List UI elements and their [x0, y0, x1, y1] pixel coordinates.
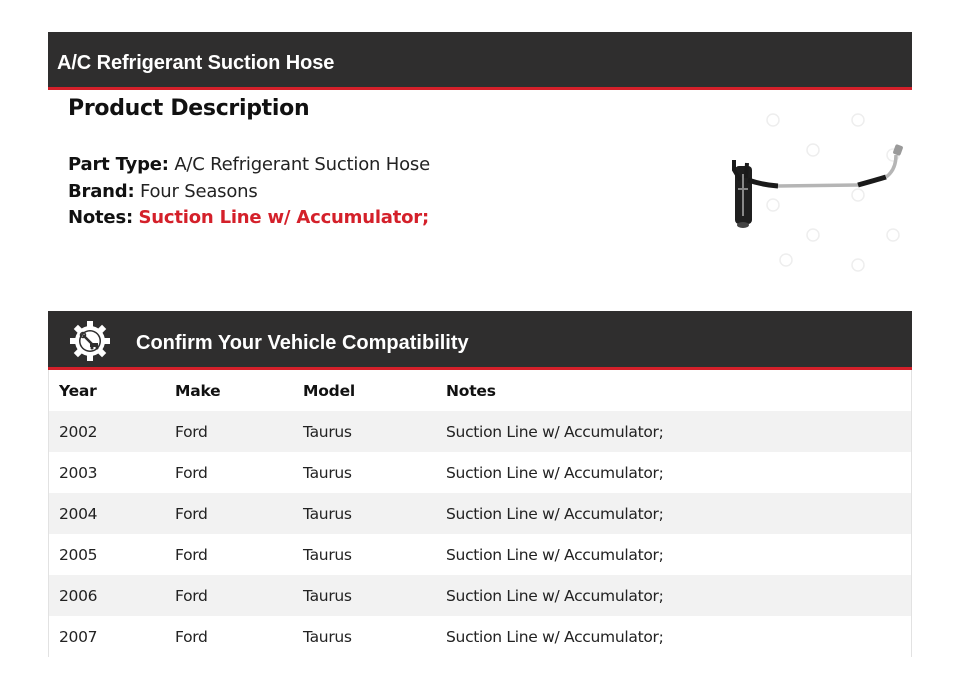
cell-year: 2007	[59, 627, 98, 646]
notes-label: Notes:	[68, 207, 133, 228]
part-type-row	[68, 152, 668, 179]
compatibility-table	[48, 370, 912, 657]
cell-notes: Suction Line w/ Accumulator;	[446, 545, 664, 564]
cell-model: Taurus	[303, 586, 352, 605]
cell-year: 2006	[59, 586, 98, 605]
notes-row	[68, 205, 668, 232]
compatibility-bar	[48, 311, 912, 370]
part-type-value: A/C Refrigerant Suction Hose	[174, 154, 430, 175]
brand-label: Brand:	[68, 180, 135, 202]
cell-model: Taurus	[303, 463, 352, 482]
cell-model: Taurus	[303, 545, 352, 564]
description-heading: Product Description	[68, 96, 310, 121]
suction-hose-illustration	[718, 100, 918, 280]
cell-make: Ford	[175, 463, 208, 482]
cell-make: Ford	[175, 586, 208, 605]
table-row	[49, 616, 911, 657]
brand-row	[68, 179, 668, 206]
table-row	[49, 575, 911, 616]
cell-notes: Suction Line w/ Accumulator;	[446, 504, 664, 523]
cell-make: Ford	[175, 504, 208, 523]
brand-value: Four Seasons	[139, 180, 258, 202]
cell-year: 2005	[59, 545, 98, 564]
table-row	[49, 411, 911, 452]
column-notes: Notes	[446, 381, 496, 400]
cell-model: Taurus	[303, 627, 352, 646]
table-row	[49, 534, 911, 575]
column-year: Year	[59, 381, 97, 400]
cell-make: Ford	[175, 545, 208, 564]
gear-wrench-icon	[69, 320, 111, 362]
cell-make: Ford	[175, 422, 208, 441]
table-header-row	[49, 370, 911, 411]
product-description	[68, 96, 430, 228]
column-model: Model	[303, 381, 355, 400]
cell-model: Taurus	[303, 504, 352, 523]
product-image	[718, 100, 918, 280]
table-row	[49, 493, 911, 534]
cell-notes: Suction Line w/ Accumulator;	[446, 586, 664, 605]
cell-year: 2002	[59, 422, 98, 441]
part-type-label: Part Type:	[68, 154, 169, 175]
product-title: A/C Refrigerant Suction Hose	[57, 52, 335, 74]
table-row	[49, 452, 911, 493]
cell-notes: Suction Line w/ Accumulator;	[446, 463, 664, 482]
cell-year: 2003	[59, 463, 98, 482]
cell-notes: Suction Line w/ Accumulator;	[446, 627, 664, 646]
cell-notes: Suction Line w/ Accumulator;	[446, 422, 664, 441]
cell-make: Ford	[175, 627, 208, 646]
product-title-bar	[48, 32, 912, 90]
cell-year: 2004	[59, 504, 98, 523]
compatibility-title: Confirm Your Vehicle Compatibility	[136, 332, 469, 354]
notes-value: Suction Line w/ Accumulator;	[138, 207, 429, 228]
column-make: Make	[175, 381, 221, 400]
cell-model: Taurus	[303, 422, 352, 441]
